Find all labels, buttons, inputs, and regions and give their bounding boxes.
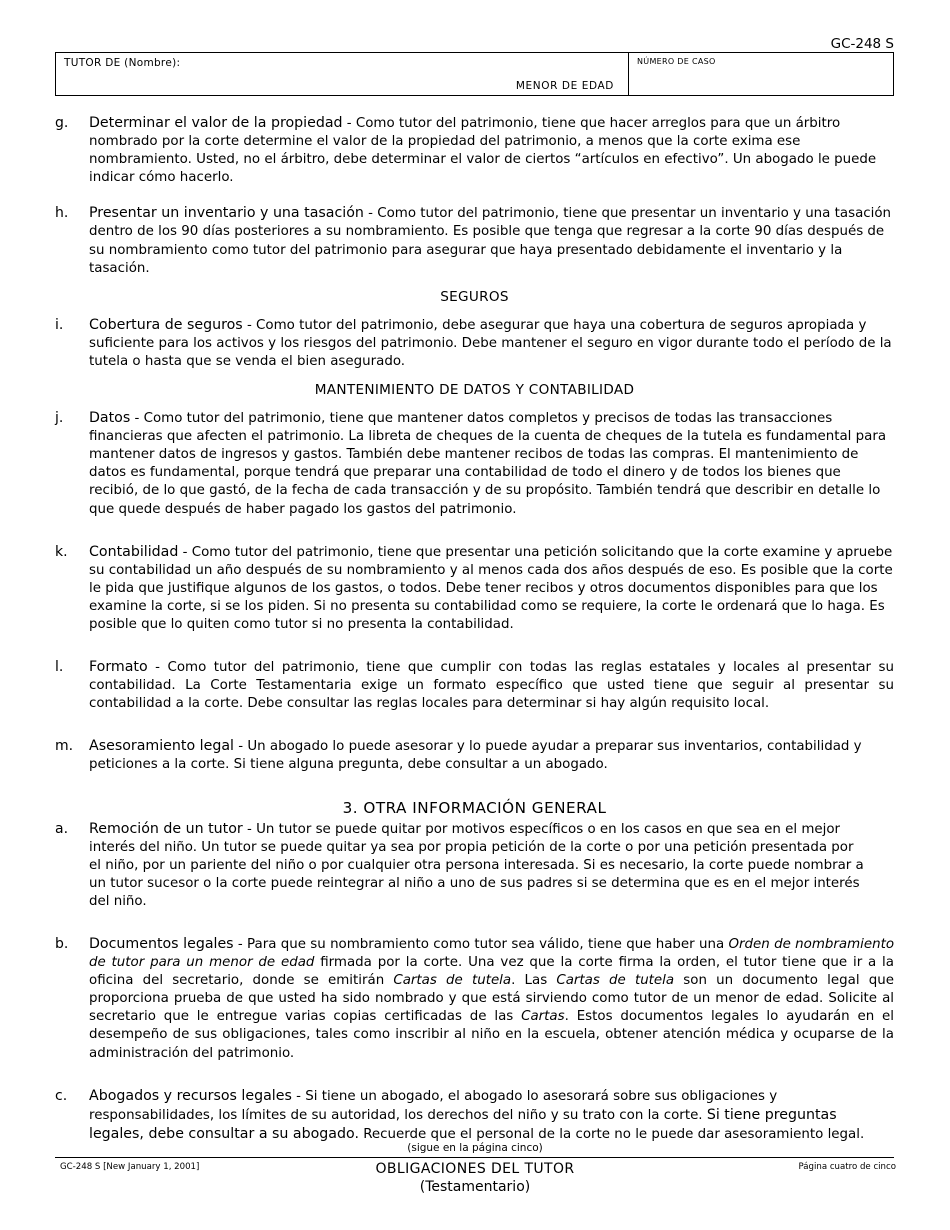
- section-heading-general: 3. OTRA INFORMACIÓN GENERAL: [342, 798, 607, 817]
- item-l: [55, 658, 894, 713]
- item-body-italic: Cartas de tutela: [393, 973, 512, 989]
- item-a: [55, 820, 894, 911]
- item-title: Contabilidad: [89, 543, 179, 560]
- form-revision: GC-248 S [New January 1, 2001]: [60, 1162, 200, 1172]
- item-body-italic: Orden de nombramiento de tutor para un menor de edad: [89, 937, 895, 971]
- guardian-label: TUTOR DE (Nombre):: [64, 57, 181, 69]
- item-letter: j.: [55, 410, 64, 427]
- footer-title-line2: (Testamentario): [419, 1179, 531, 1195]
- item-body: - Como tutor del patrimonio, tiene que presentar un inventario y una tasación dentro de los 90 días posteriores a su nombramiento. Es posible que tenga que regresar a la corte 90 días después de su nombramiento como tutor del patrimonio para asegurar que haya presentado debidamente el inventario y la tasación.: [89, 206, 892, 276]
- item-letter: c.: [55, 1087, 68, 1104]
- item-body: - Como tutor del patrimonio, debe asegurar que haya una cobertura de seguros apropiada y suficiente para los activos y los riesgos del patrimonio. Debe mantener el seguro en vigor durante todo el período de la tutela o hasta que se venda el bien asegurado.: [89, 317, 892, 369]
- item-title: Datos: [89, 410, 131, 427]
- item-title: Cobertura de seguros: [89, 316, 243, 333]
- item-body-part: Recuerde que el personal de la corte no le puede dar asesoramiento legal.: [358, 1126, 865, 1142]
- case-number-label: NÚMERO DE CASO: [637, 57, 716, 66]
- item-body: - Un abogado lo puede asesorar y lo puede ayudar a preparar sus inventarios, contabilidad y peticiones a la corte. Si tiene alguna pregunta, debe consultar a un abogado.: [89, 739, 862, 773]
- item-body-part: firmada por la corte. Una vez que la corte firma la orden, el tutor tiene que ir a la oficina del secretario, donde se emitirán: [89, 955, 894, 989]
- caption-box: [55, 52, 894, 96]
- guardian-name-field: [56, 53, 629, 95]
- item-letter: h.: [55, 205, 69, 222]
- item-body-part: - Si tiene un abogado, el abogado lo asesorará sobre sus obligaciones y responsabilidades, los límites de su autoridad, los derechos del niño y su trato con la corte.: [89, 1088, 778, 1123]
- item-body: - Como tutor del patrimonio, tiene que hacer arreglos para que un árbitro nombrado por la corte determine el valor de la propiedad del patrimonio, a menos que la corte exima ese nombramiento. Usted, no el árbitro, debe determinar el valor de ciertos “artículos en efectivo”. Un abogado le puede indicar cómo hacerlo.: [89, 116, 877, 186]
- item-i: [55, 316, 894, 371]
- item-title: Asesoramiento legal: [89, 738, 234, 755]
- item-letter: l.: [55, 659, 64, 676]
- item-body-emphasis: Si tiene preguntas legales, debe consultar a su abogado.: [89, 1106, 837, 1142]
- continued-note: (sigue en la página cinco): [407, 1142, 543, 1154]
- item-title: Documentos legales: [89, 936, 234, 952]
- item-title: Determinar el valor de la propiedad: [89, 115, 343, 131]
- item-c: [55, 1087, 894, 1144]
- section-heading-insurance: SEGUROS: [440, 288, 509, 305]
- form-id: GC-248 S: [830, 36, 894, 52]
- item-letter: g.: [55, 115, 69, 131]
- case-number-field: [629, 53, 893, 95]
- item-k: [55, 543, 894, 634]
- item-title: Abogados y recursos legales: [89, 1087, 292, 1104]
- item-g: [55, 114, 894, 187]
- item-h: [55, 204, 894, 277]
- item-j: [55, 409, 894, 519]
- item-body-italic: Cartas: [521, 1009, 565, 1025]
- section-heading-records: MANTENIMIENTO DE DATOS Y CONTABILIDAD: [314, 382, 635, 399]
- item-body-part: son un documento legal que proporciona prueba de que usted ha sido nombrado y que está sirviendo como tutor de un menor de edad. Solicite al secretario que le entregue varias copias certificadas de las: [89, 973, 894, 1025]
- item-letter: m.: [55, 738, 74, 755]
- item-body: - Como tutor del patrimonio, tiene que mantener datos completos y precisos de todas las transacciones financieras que afecten el patrimonio. La libreta de cheques de la cuenta de cheques de la tutela es fundamental para mantener datos de ingresos y gastos. También debe mantener recibos de todas las compras. El mantenimiento de datos es fundamental, porque tendrá que preparar una contabilidad de todo el dinero y de todos los bienes que recibió, de lo que gastó, de la fecha de cada transacción y de su propósito. También tendrá que describir en detalle lo que quede después de haber pagado los gastos del patrimonio.: [89, 411, 887, 517]
- document-body: [55, 114, 894, 1144]
- minor-label: MENOR DE EDAD: [515, 80, 614, 92]
- item-title: Presentar un inventario y una tasación: [89, 205, 364, 222]
- item-letter: i.: [55, 316, 64, 333]
- item-letter: k.: [55, 543, 68, 560]
- item-body-italic: Cartas de tutela: [556, 973, 675, 989]
- item-body: - Un tutor se puede quitar por motivos específicos o en los casos en que sea en el mejor interés del niño. Un tutor se puede quitar ya sea por propia petición de la corte o por una petición presentada por el niño, por un pariente del niño o por cualquier otra persona interesada. Si es necesario, la corte puede nombrar a un tutor sucesor o la corte puede reintegrar al niño a uno de sus padres si se determina que es en el mejor interés del niño.: [89, 821, 864, 909]
- item-b: [55, 935, 894, 1063]
- footer-title-line1: OBLIGACIONES DEL TUTOR: [375, 1161, 575, 1177]
- item-body-part: . Las: [511, 973, 557, 989]
- item-letter: a.: [55, 820, 69, 837]
- page-number: Página cuatro de cinco: [798, 1162, 896, 1172]
- item-m: [55, 737, 894, 774]
- item-letter: b.: [55, 936, 69, 952]
- item-body: - Como tutor del patrimonio, tiene que cumplir con todas las reglas estatales y locales al presentar su contabilidad. La Corte Testamentaria exige un formato específico que usted tiene que seguir al presentar su contabilidad a la corte. Debe consultar las reglas locales para determinar si hay algún requisito local.: [89, 660, 894, 712]
- footer-divider: [55, 1157, 894, 1158]
- item-body: - Como tutor del patrimonio, tiene que presentar una petición solicitando que la corte examine y apruebe su contabilidad un año después de su nombramiento y al menos cada dos años después de eso. Es posible que la corte le pida que justifique algunos de los gastos, o todos. Debe tener recibos y otros documentos disponibles para que los examine la corte, si se los piden. Si no presenta su contabilidad como se requiere, la corte le ordenará que lo haga. Es posible que lo quiten como tutor si no presenta la contabilidad.: [89, 544, 893, 632]
- item-title: Formato: [89, 659, 148, 676]
- item-body-part: - Para que su nombramiento como tutor sea válido, tiene que haber una: [233, 937, 729, 952]
- item-body-part: . Estos documentos legales lo ayudarán en el desempeño de sus obligaciones, tales como inscribir al niño en la escuela, obtener atención médica y ocuparse de la administración del patrimonio.: [89, 1009, 894, 1061]
- item-title: Remoción de un tutor: [89, 820, 243, 837]
